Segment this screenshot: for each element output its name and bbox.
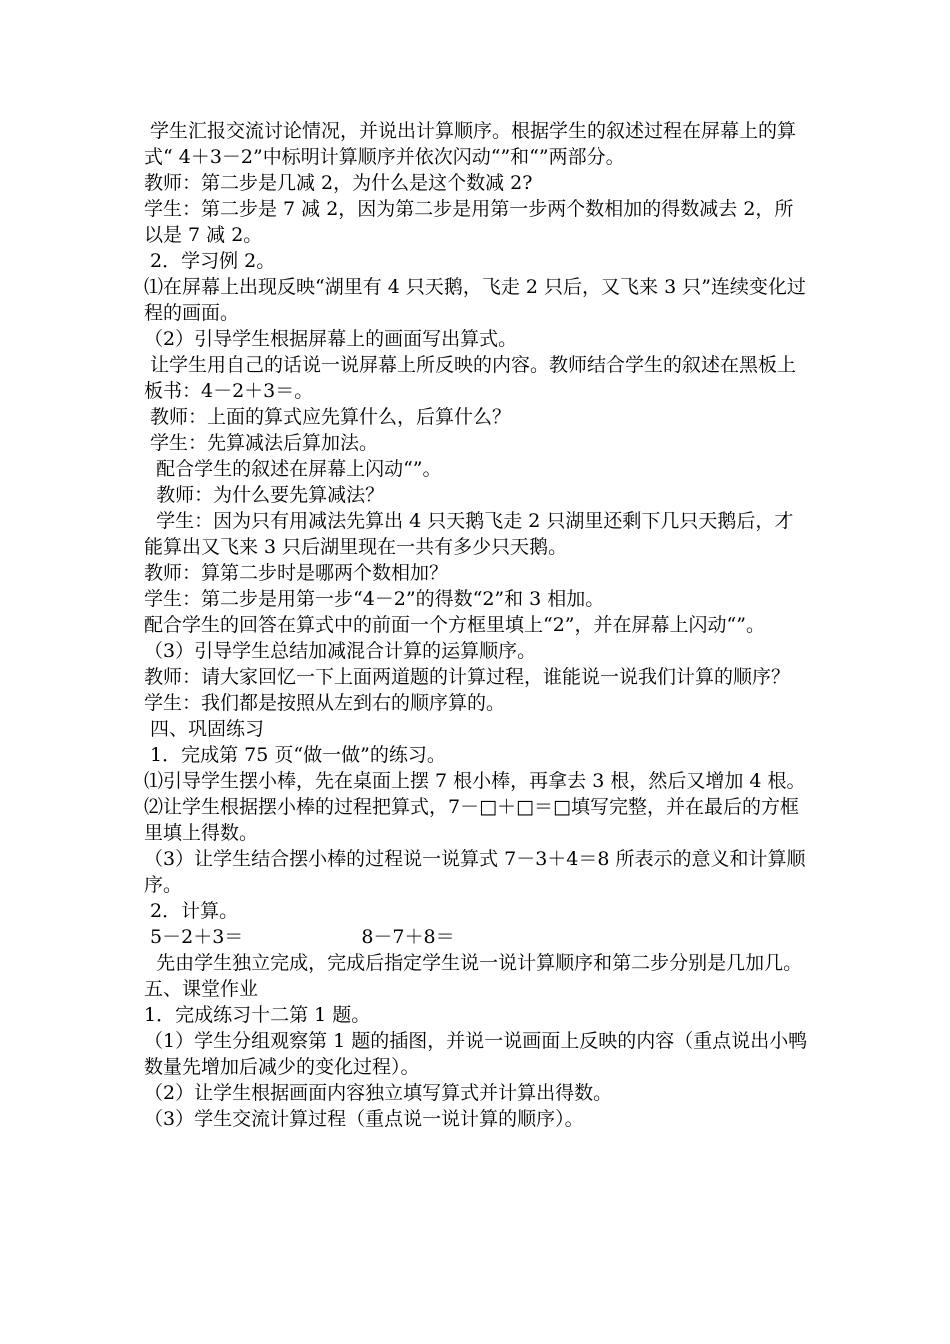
paragraph: 先由学生独立完成，完成后指定学生说一说计算顺序和第二步分别是几加几。 [144, 952, 803, 974]
paragraph: ⑴在屏幕上出现反映“湖里有 4 只天鹅，飞走 2 只后，又飞来 3 只”连续变化过程的画面。 [144, 276, 806, 324]
paragraph: 学生：先算减法后算加法。 [144, 432, 379, 454]
section-heading: 2．学习例 2。 [144, 250, 276, 272]
paragraph: ⑴引导学生摆小棒，先在桌面上摆 7 根小棒，再拿去 3 根，然后又增加 4 根。 [144, 770, 806, 792]
paragraph: 教师：第二步是几减 2，为什么是这个数减 2? [144, 172, 533, 194]
paragraph: （1）学生分组观察第 1 题的插图，并说一说画面上反映的内容（重点说出小鸭数量先增加后减少的变化过程）。 [144, 1030, 808, 1078]
paragraph: （2）让学生根据画面内容独立填写算式并计算出得数。 [144, 1082, 613, 1104]
paragraph: ⑵让学生根据摆小棒的过程把算式，7－□＋□＝□填写完整，并在最后的方框里填上得数。 [144, 796, 799, 844]
paragraph: 配合学生的叙述在屏幕上闪动“”。 [144, 458, 442, 480]
paragraph: 2．计算。 [144, 900, 239, 922]
paragraph: 教师：为什么要先算减法？ [144, 484, 385, 506]
paragraph: 学生：我们都是按照从左到右的顺序算的。 [144, 692, 506, 714]
paragraph: （3）引导学生总结加减混合计算的运算顺序。 [144, 640, 537, 662]
paragraph: （3）学生交流计算过程（重点说一说计算的顺序）。 [144, 1108, 584, 1130]
paragraph: 1．完成练习十二第 1 题。 [144, 1004, 371, 1026]
paragraph: （3）让学生结合摆小棒的过程说一说算式 7－3＋4＝8 所表示的意义和计算顺序。 [144, 848, 806, 896]
paragraph: 教师：上面的算式应先算什么，后算什么？ [144, 406, 512, 428]
paragraph: 1．完成第 75 页“做一做”的练习。 [144, 744, 446, 766]
paragraph: 教师：算第二步时是哪两个数相加？ [144, 562, 449, 584]
paragraph: 配合学生的回答在算式中的前面一个方框里填上“2”，并在屏幕上闪动“”。 [144, 614, 765, 636]
paragraph: 学生：第二步是 7 减 2，因为第二步是用第一步两个数相加的得数减去 2，所以是 7 减 2。 [144, 198, 794, 246]
paragraph: 学生：因为只有用减法先算出 4 只天鹅飞走 2 只湖里还剩下几只天鹅后，才能算出又飞来 3 只后湖里现在一共有多少只天鹅。 [144, 510, 794, 558]
calc-line [144, 924, 810, 950]
document-page [144, 118, 810, 1132]
section-heading: 五、课堂作业 [144, 978, 259, 1000]
calc-left: 5－2＋3＝ [144, 926, 244, 948]
section-heading: 四、巩固练习 [144, 718, 265, 740]
paragraph: 学生：第二步是用第一步“4－2”的得数“2”和 3 相加。 [144, 588, 605, 610]
paragraph: 学生汇报交流讨论情况，并说出计算顺序。根据学生的叙述过程在屏幕上的算式“ 4＋3－2”中标明计算顺序并依次闪动“”和“”两部分。 [144, 120, 797, 168]
paragraph: 教师：请大家回忆一下上面两道题的计算过程，谁能说一说我们计算的顺序？ [144, 666, 791, 688]
paragraph: 让学生用自己的话说一说屏幕上所反映的内容。教师结合学生的叙述在黑板上板书：4－2＋3＝。 [144, 354, 797, 402]
paragraph: （2）引导学生根据屏幕上的画面写出算式。 [144, 328, 518, 350]
calc-right: 8－7＋8＝ [361, 926, 455, 948]
